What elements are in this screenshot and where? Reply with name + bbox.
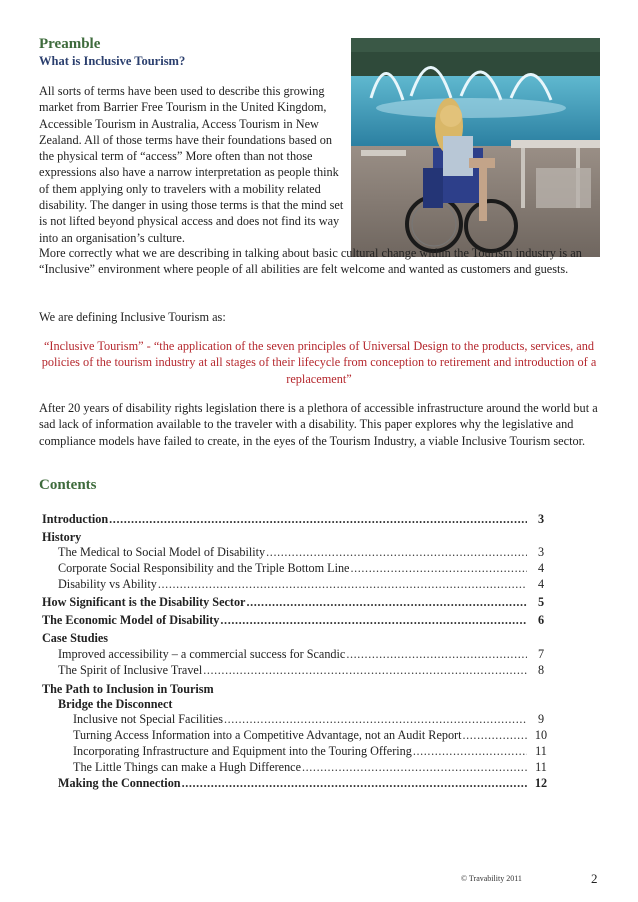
toc-label: The Spirit of Inclusive Travel (58, 663, 203, 677)
toc-page: 10 (534, 728, 548, 742)
toc-entry-little-things[interactable] (42, 760, 552, 776)
toc-leader (413, 744, 527, 759)
definition-lead-paragraph: We are defining Inclusive Tourism as: (39, 310, 226, 324)
toc-page: 3 (537, 512, 545, 526)
toc-label: The Medical to Social Model of Disability (58, 545, 266, 559)
toc-label: Turning Access Information into a Competitive Advantage, not an Audit Report (73, 728, 462, 742)
toc-label: Making the Connection (58, 776, 181, 790)
toc-entry-scandic[interactable] (42, 647, 552, 663)
toc-leader (302, 760, 527, 775)
toc-label: Incorporating Infrastructure and Equipment into the Touring Offering (73, 744, 412, 758)
legislation-paragraph: After 20 years of disability rights legislation there is a plethora of accessible infrastructure around the world but a sad lack of information available to the traveler with a disability. This paper explores why the legislative and compliance models have failed to create, in the eyes of the Tourism Industry, a viable Inclusive Tourism sector. (39, 401, 598, 448)
toc-entry-economic-model[interactable] (42, 613, 552, 629)
toc-leader (220, 613, 527, 628)
definition-quote: “Inclusive Tourism” - “the application of the seven principles of Universal Design to the products, services, and policies of the tourism industry at all stages of their lifecycle from conception to retirement and introduction of a replacement” (41, 339, 597, 386)
toc-leader (350, 561, 527, 576)
toc-subsection-bridge[interactable]: Bridge the Disconnect (58, 697, 173, 711)
toc-entry-significance[interactable] (42, 595, 552, 611)
toc-leader (266, 545, 527, 560)
toc-leader (346, 647, 527, 662)
toc-page: 7 (537, 647, 545, 661)
toc-entry-making-connection[interactable] (42, 776, 552, 792)
toc-page: 4 (537, 561, 545, 575)
toc-leader (109, 512, 527, 527)
inclusive-environment-paragraph: More correctly what we are describing in talking about basic cultural change within the Tourism industry is an “Inclusive” environment where people of all abilities are felt welcome and wanted as customers and guests. (39, 246, 582, 277)
toc-leader (203, 663, 527, 678)
toc-section-history[interactable]: History (42, 530, 82, 544)
footer-copyright: © Travability 2011 (461, 874, 522, 883)
toc-label: Introduction (42, 512, 109, 526)
toc-label: The Little Things can make a Hugh Difference (73, 760, 301, 774)
contents-title: Contents (39, 477, 97, 493)
toc-entry-access-information[interactable] (42, 728, 552, 744)
toc-section-path[interactable]: The Path to Inclusion in Tourism (42, 682, 214, 696)
toc-label: Inclusive not Special Facilities (73, 712, 223, 726)
intro-paragraph: All sorts of terms have been used to describe this growing market from Barrier Free Tourism in the United Kingdom, Accessible Tourism in Australia, Access Tourism in New Zealand. All of those terms have their foundations based on the physical term of “access” More often than not those expressions also have a narrow interpretation as people think of them applying only to travelers with a mobility related disability. The danger in using those terms is that the mind set is not lifted beyond physical access and does not find its way into an organisation’s culture. (39, 84, 344, 245)
toc-label: The Economic Model of Disability (42, 613, 220, 627)
toc-entry-infrastructure[interactable] (42, 744, 552, 760)
toc-leader (462, 728, 527, 743)
toc-page: 11 (535, 744, 547, 758)
toc-entry-disability-vs-ability[interactable] (42, 577, 552, 593)
toc-label: Improved accessibility – a commercial success for Scandic (58, 647, 346, 661)
toc-page: 3 (537, 545, 545, 559)
toc-leader (182, 776, 527, 791)
toc-page: 8 (537, 663, 545, 677)
wheelchair-fountain-photo (351, 38, 600, 257)
toc-entry-introduction[interactable] (42, 512, 552, 528)
toc-entry-csr[interactable] (42, 561, 552, 577)
toc-label: How Significant is the Disability Sector (42, 595, 246, 609)
preamble-title: Preamble (39, 36, 101, 52)
toc-entry-spirit[interactable] (42, 663, 552, 679)
toc-page: 5 (537, 595, 545, 609)
page-number: 2 (591, 871, 598, 886)
toc-entry-inclusive-facilities[interactable] (42, 712, 552, 728)
toc-label: Corporate Social Responsibility and the Triple Bottom Line (58, 561, 350, 575)
toc-page: 11 (535, 760, 547, 774)
toc-page: 6 (537, 613, 545, 627)
toc-label: Disability vs Ability (58, 577, 157, 591)
toc-page: 4 (537, 577, 545, 591)
toc-page: 12 (534, 776, 548, 790)
toc-leader (246, 595, 527, 610)
section-subtitle: What is Inclusive Tourism? (39, 54, 186, 68)
toc-leader (158, 577, 527, 592)
toc-leader (224, 712, 527, 727)
toc-entry-medical-model[interactable] (42, 545, 552, 561)
toc-section-case-studies[interactable]: Case Studies (42, 631, 109, 645)
toc-page: 9 (537, 712, 545, 726)
